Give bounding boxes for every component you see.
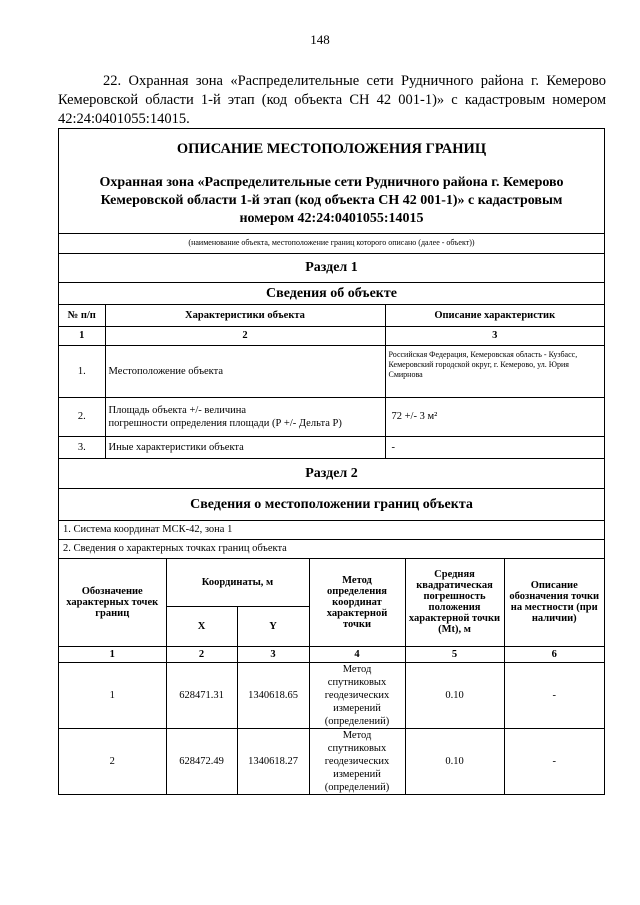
table-row: [59, 729, 604, 795]
title-box: [59, 129, 604, 234]
col-number: 3: [385, 326, 604, 345]
boundary-points-table: [59, 559, 604, 795]
row-characteristic: [105, 397, 385, 436]
point-id: 2: [59, 729, 166, 795]
header-description: Описание характеристик: [385, 305, 604, 326]
col-number: 6: [504, 647, 604, 663]
header-characteristics: Характеристики объекта: [105, 305, 385, 326]
table-header-row: [59, 559, 604, 607]
point-x: 628471.31: [166, 663, 237, 729]
point-description: -: [504, 729, 604, 795]
area-line-1: Площадь объекта +/- величина: [108, 404, 247, 416]
table-header-row: [59, 305, 604, 326]
row-value: Российская Федерация, Кемеровская область - Кузбасс, Кемеровский городской округ, г. Кемерово, ул. Юрия Смирнова: [385, 345, 604, 397]
point-y: 1340618.65: [237, 663, 309, 729]
table-row: [59, 663, 604, 729]
header-coordinates: Координаты, м: [166, 559, 309, 607]
header-designation: Обозначение характерных точек границ: [59, 559, 166, 647]
section1-title: Раздел 1: [59, 254, 604, 283]
boundary-description-block: [58, 128, 605, 795]
intro-text: 22. Охранная зона «Распределительные сети Рудничного района г. Кемерово Кемеровской области 1-й этап (код объекта СН 42 001-1)» с кадастровым номером 42:24:0401055:14015.: [58, 73, 606, 127]
row-characteristic: Местоположение объекта: [105, 345, 385, 397]
area-line-2: погрешности определения площади (Р +/- Дельта Р): [108, 417, 342, 429]
points-info: 2. Сведения о характерных точках границ объекта: [59, 540, 604, 559]
point-method: Метод спутниковых геодезических измерений (определений): [309, 663, 405, 729]
point-x: 628472.49: [166, 729, 237, 795]
col-number: 5: [405, 647, 504, 663]
col-number: 1: [59, 326, 105, 345]
point-y: 1340618.27: [237, 729, 309, 795]
section2-title: Раздел 2: [59, 459, 604, 489]
col-number: 3: [237, 647, 309, 663]
row-value: -: [385, 436, 604, 458]
coordinate-system: 1. Система координат МСК-42, зона 1: [59, 521, 604, 540]
object-info-table: [59, 305, 604, 459]
header-x: X: [166, 607, 237, 647]
row-value: 72 +/- 3 м²: [385, 397, 604, 436]
col-number: 2: [166, 647, 237, 663]
point-method: Метод спутниковых геодезических измерений (определений): [309, 729, 405, 795]
col-number: 1: [59, 647, 166, 663]
page-number: 148: [310, 32, 330, 47]
column-numbers-row: [59, 647, 604, 663]
col-number: 2: [105, 326, 385, 345]
document-subtitle: Охранная зона «Распределительные сети Рудничного района г. Кемерово Кемеровской области 1-й этап (код объекта СН 42 001-1)» с кадастровым номером 42:24:0401055:14015: [99, 175, 564, 226]
header-num: № п/п: [59, 305, 105, 326]
point-error: 0.10: [405, 663, 504, 729]
intro-paragraph: [58, 72, 606, 129]
row-num: 2.: [59, 397, 105, 436]
header-point-description: Описание обозначения точки на местности (при наличии): [504, 559, 604, 647]
header-y: Y: [237, 607, 309, 647]
table-row: [59, 397, 604, 436]
row-characteristic: Иные характеристики объекта: [105, 436, 385, 458]
section2-subtitle: Сведения о местоположении границ объекта: [59, 489, 604, 521]
table-row: [59, 345, 604, 397]
point-error: 0.10: [405, 729, 504, 795]
table-row: [59, 436, 604, 458]
row-num: 1.: [59, 345, 105, 397]
point-id: 1: [59, 663, 166, 729]
document-title: ОПИСАНИЕ МЕСТОПОЛОЖЕНИЯ ГРАНИЦ: [176, 141, 487, 157]
col-number: 4: [309, 647, 405, 663]
point-description: -: [504, 663, 604, 729]
object-note: (наименование объекта, местоположение границ которого описано (далее - объект)): [59, 234, 604, 254]
row-num: 3.: [59, 436, 105, 458]
header-error: Средняя квадратическая погрешность положения характерной точки (Mt), м: [405, 559, 504, 647]
column-numbers-row: [59, 326, 604, 345]
section1-subtitle: Сведения об объекте: [59, 283, 604, 305]
header-method: Метод определения координат характерной точки: [309, 559, 405, 647]
